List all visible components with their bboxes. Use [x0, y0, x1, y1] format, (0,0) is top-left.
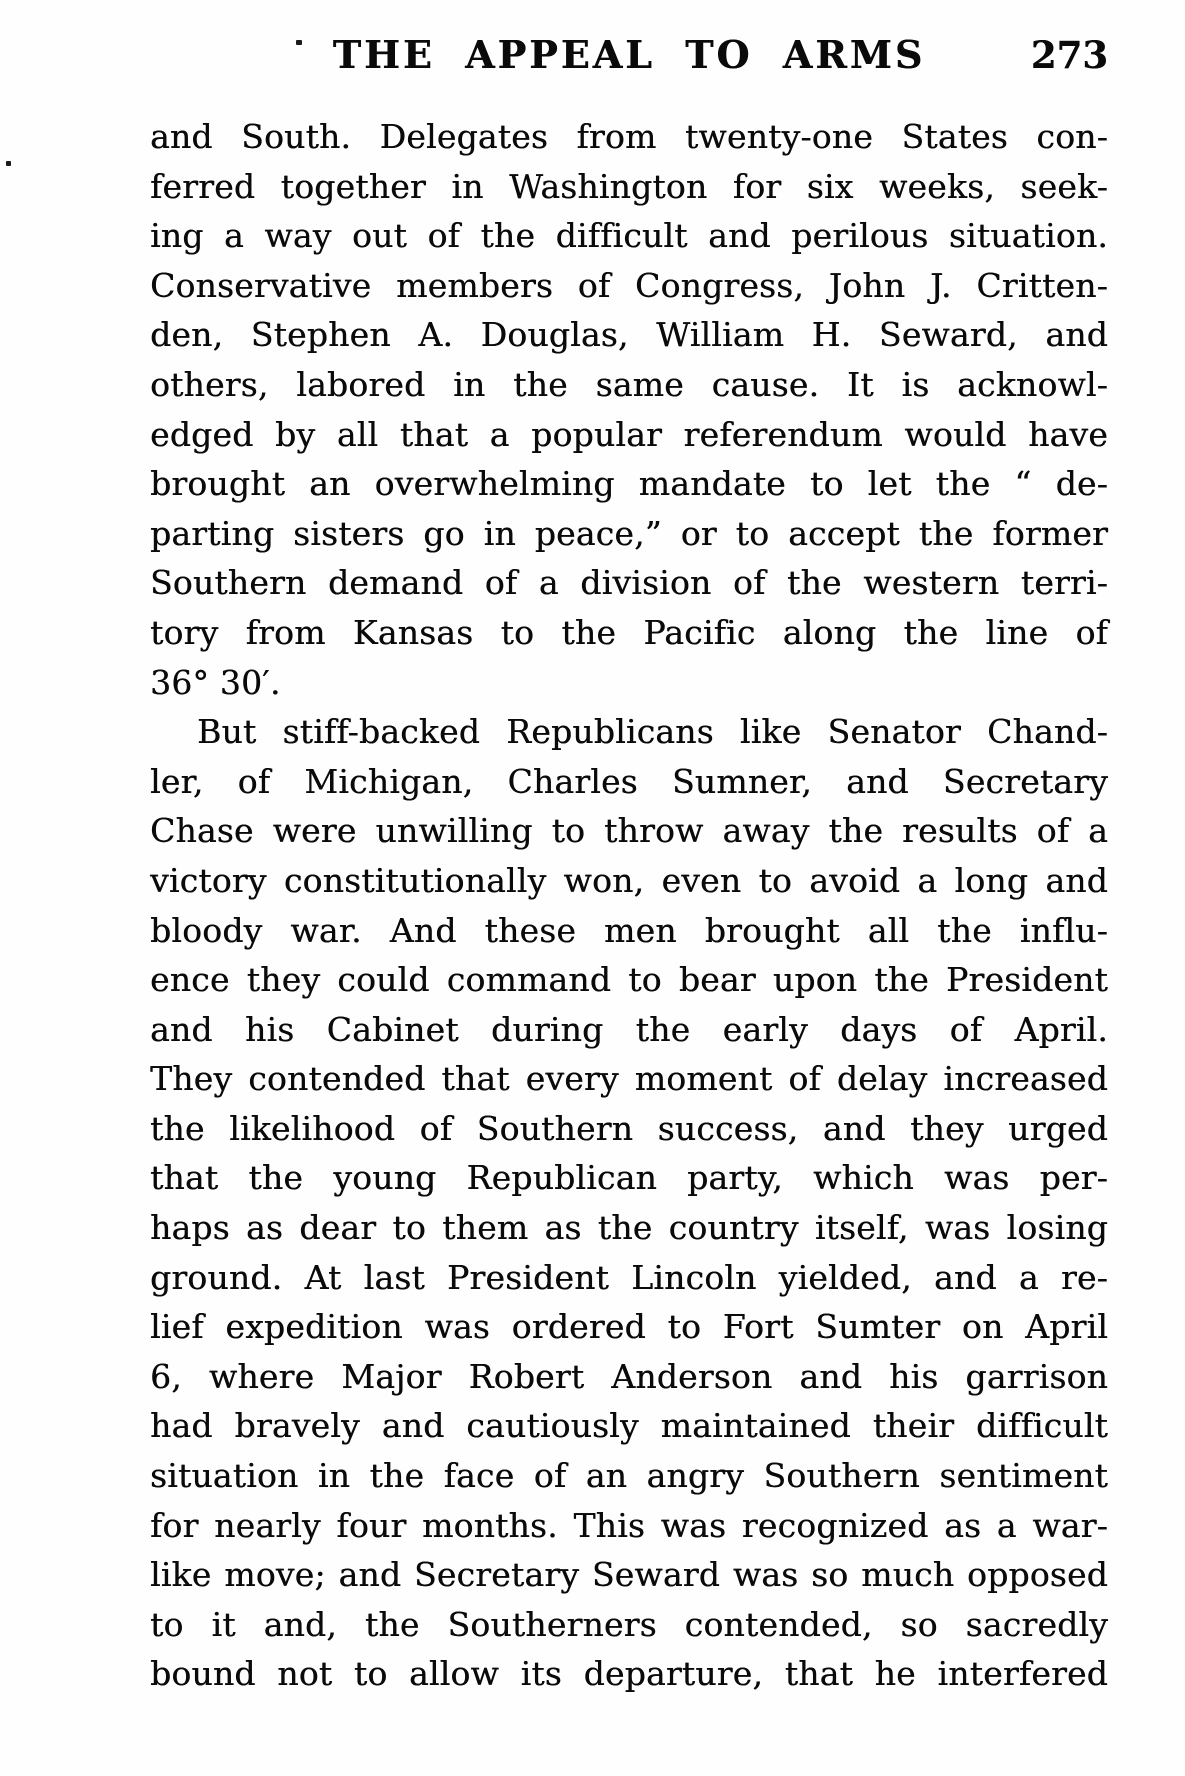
scan-artifact-dot [6, 161, 11, 166]
text-line: lief expedition was ordered to Fort Sumter on April [150, 1307, 1108, 1347]
text-line: Southern demand of a division of the western terri- [150, 563, 1108, 603]
paragraph [150, 112, 1108, 707]
text-line: 36° 30′. [150, 662, 281, 702]
text-line: But stiff-backed Republicans like Senator Chand- [197, 712, 1108, 752]
text-line: like move; and Secretary Seward was so much opposed [150, 1555, 1108, 1595]
body-text [150, 112, 1108, 1699]
text-line: ence they could command to bear upon the President [150, 960, 1108, 1000]
text-line: had bravely and cautiously maintained their difficult [150, 1406, 1108, 1446]
text-line: bloody war. And these men brought all the influ- [150, 910, 1108, 950]
page-number: 273 [1030, 33, 1108, 77]
text-line: ing a way out of the difficult and perilous situation. [150, 216, 1108, 256]
running-title: THE APPEAL TO ARMS [332, 32, 926, 77]
paragraph [150, 707, 1108, 1699]
text-line: and South. Delegates from twenty-one States con- [150, 117, 1108, 156]
text-line: victory constitutionally won, even to avoid a long and [150, 860, 1108, 900]
text-line: for nearly four months. This was recognized as a war- [150, 1505, 1108, 1545]
text-line: brought an overwhelming mandate to let the “ de- [150, 464, 1108, 504]
text-line: ferred together in Washington for six weeks, seek- [150, 166, 1108, 206]
text-line: the likelihood of Southern success, and they urged [150, 1108, 1108, 1148]
text-line: and his Cabinet during the early days of April. [150, 1009, 1108, 1049]
text-line: ler, of Michigan, Charles Sumner, and Secretary [150, 761, 1108, 801]
text-line: that the young Republican party, which was per- [150, 1158, 1108, 1198]
text-line: Chase were unwilling to throw away the results of a [150, 811, 1108, 851]
text-line: others, labored in the same cause. It is acknowl- [150, 364, 1108, 404]
page-header [150, 32, 1108, 84]
text-line: haps as dear to them as the country itself, was losing [150, 1208, 1108, 1248]
text-line: den, Stephen A. Douglas, William H. Seward, and [150, 315, 1108, 355]
text-line: situation in the face of an angry Southern sentiment [150, 1456, 1108, 1496]
text-line: 6, where Major Robert Anderson and his garrison [150, 1356, 1108, 1396]
text-line: ground. At last President Lincoln yielded, and a re- [150, 1257, 1108, 1297]
text-line: Conservative members of Congress, John J. Critten- [150, 265, 1108, 305]
text-line: to it and, the Southerners contended, so sacredly [150, 1604, 1108, 1644]
text-line: tory from Kansas to the Pacific along the line of [150, 612, 1108, 652]
text-line: bound not to allow its departure, that he interfered [150, 1654, 1108, 1694]
text-line: parting sisters go in peace,” or to accept the former [150, 513, 1108, 553]
text-line: They contended that every moment of delay increased [150, 1059, 1108, 1099]
text-line: edged by all that a popular referendum would have [150, 414, 1108, 454]
